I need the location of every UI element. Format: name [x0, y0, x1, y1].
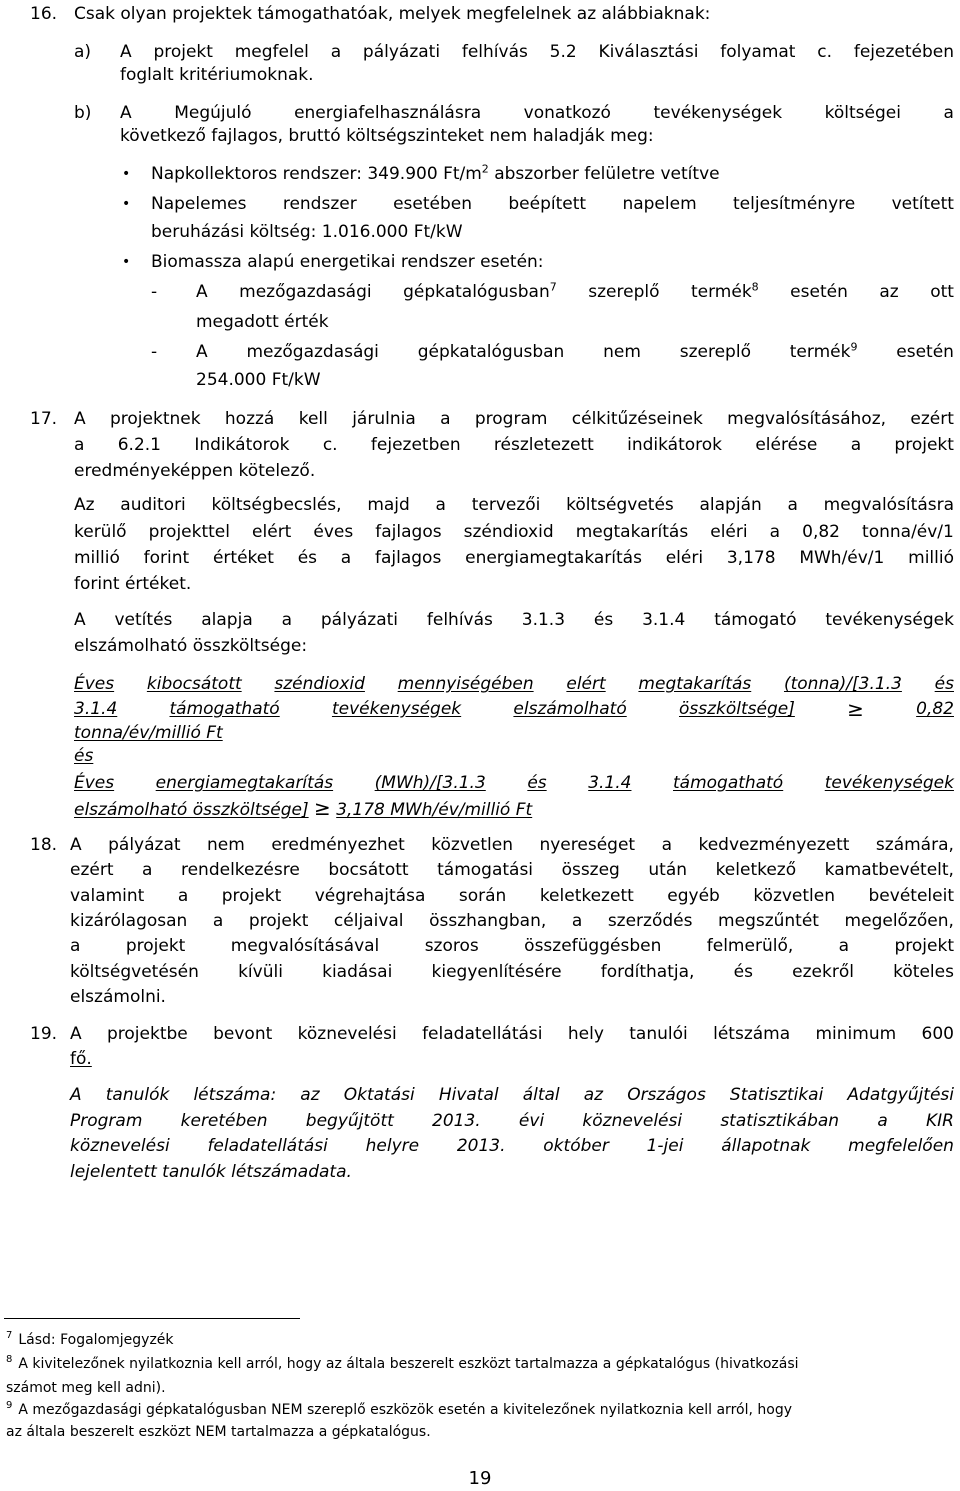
- para-2-line-2: elszámolható összköltsége:: [74, 636, 308, 656]
- item-17-line-1: A projektnek hozzá kell járulnia a program célkitűzéseinek megvalósításához, ezért: [74, 409, 954, 429]
- item-18-line-6: költségvetésén kívüli kiadásai kiegyenlítésére fordíthatja, és ezekről köteles: [70, 962, 954, 982]
- sub-a-line-2: foglalt kritériumoknak.: [120, 65, 314, 85]
- footnote-9-cont: az általa beszerelt eszközt NEM tartalmazza a gépkatalógus.: [6, 1424, 431, 1440]
- bullet-3: Biomassza alapú energetikai rendszer esetén:: [151, 252, 544, 272]
- dash-marker: -: [151, 282, 158, 302]
- sub-label-a: a): [74, 42, 92, 62]
- para-2-line-1: A vetítés alapja a pályázati felhívás 3.1.3 és 3.1.4 támogató tevékenységek: [74, 610, 954, 630]
- item-18-line-1: A pályázat nem eredményezhet közvetlen nyereséget a kedvezményezett számára,: [70, 835, 954, 855]
- dash-1-line-1: A mezőgazdasági gépkatalógusban$^7$ szereplő termék$^8$ esetén az ott: [196, 280, 954, 302]
- note-line-2: Program keretében begyűjtött 2013. évi köznevelési statisztikában a KIR: [70, 1111, 954, 1131]
- item-number: 16.: [30, 4, 58, 24]
- item-18-line-4: kizárólagosan a projekt céljaival összhangban, a szerződés megszűntét megelőzően,: [70, 911, 954, 931]
- bullet-2-line-2: beruházási költség: 1.016.000 Ft/kW: [151, 222, 463, 242]
- dash-1-line-2: megadott érték: [196, 312, 329, 332]
- para-1-line-3: millió forint értéket és a fajlagos energiamegtakarítás eléri 3,178 MWh/év/1 millió: [74, 548, 954, 568]
- greater-equal-icon: ≥: [847, 697, 864, 721]
- note-line-3: köznevelési feladatellátási helyre 2013. október 1-jei állapotnak megfelelően: [70, 1136, 954, 1156]
- footnote-8-cont: számot meg kell adni).: [6, 1380, 166, 1396]
- bullet-icon: •: [122, 166, 131, 182]
- bullet-icon: •: [122, 254, 131, 270]
- bullet-icon: •: [122, 196, 131, 212]
- para-1-line-1: Az auditori költségbecslés, majd a tervezői költségvetés alapján a megvalósításra: [74, 495, 954, 515]
- footnote-8: $^8$ A kivitelezőnek nyilatkoznia kell arról, hogy az általa beszerelt eszközt tartalmazza a gépkatalógus (hivatkozási: [6, 1354, 799, 1372]
- footnote-7: $^7$ Lásd: Fogalomjegyzék: [6, 1330, 174, 1348]
- item-19-line-1: A projektbe bevont köznevelési feladatellátási hely tanulói létszáma minimum 600: [70, 1024, 954, 1044]
- item-18-line-5: a projekt megvalósításával szoros összefüggésben felmerülő, a projekt: [70, 936, 954, 956]
- footnote-divider: [4, 1318, 300, 1319]
- sub-a-line-1: A projekt megfelel a pályázati felhívás 5.2 Kiválasztási folyamat c. fejezetében: [120, 42, 954, 62]
- note-line-4: lejelentett tanulók létszámadata.: [70, 1162, 352, 1182]
- formula-1-line-2: 3.1.4 támogatható tevékenységek elszámolható összköltsége] ≥ 0,82: [74, 697, 954, 721]
- bullet-2-line-1: Napelemes rendszer esetében beépített napelem teljesítményre vetített: [151, 194, 954, 214]
- bullet-1: Napkollektoros rendszer: 349.900 $Ft/m^2$ abszorber felületre vetítve: [151, 162, 720, 184]
- formula-1-line-3: tonna/év/millió Ft: [74, 723, 223, 743]
- item-number: 18.: [30, 835, 58, 855]
- formula-1-line-1: Éves kibocsátott széndioxid mennyiségében elért megtakarítás (tonna)/[3.1.3 és: [74, 674, 954, 694]
- item-number: 19.: [30, 1024, 58, 1044]
- item-text: Csak olyan projektek támogathatóak, melyek megfelelnek az alábbiaknak:: [74, 4, 711, 24]
- footnote-9: $^9$ A mezőgazdasági gépkatalógusban NEM szereplő eszközök esetén a kivitelezőnek nyilatkoznia kell arról, hogy: [6, 1400, 792, 1418]
- page-number: 19: [468, 1468, 492, 1489]
- dash-marker: -: [151, 342, 158, 362]
- sub-b-line-1: A Megújuló energiafelhasználásra vonatkozó tevékenységek költségei a: [120, 103, 954, 123]
- sub-b-line-2: következő fajlagos, bruttó költségszinteket nem haladják meg:: [120, 126, 654, 146]
- item-number: 17.: [30, 409, 58, 429]
- sub-label-b: b): [74, 103, 92, 123]
- item-17-line-3: eredményeképpen kötelező.: [74, 461, 316, 481]
- dash-2-line-2: 254.000 Ft/kW: [196, 370, 321, 390]
- formula-and: és: [74, 746, 94, 766]
- formula-2-line-2: elszámolható összköltsége] ≥ 3,178 MWh/év/millió Ft: [74, 796, 533, 820]
- item-17-line-2: a 6.2.1 Indikátorok c. fejezetben részletezett indikátorok elérése a projekt: [74, 435, 954, 455]
- dash-2-line-1: A mezőgazdasági gépkatalógusban nem szereplő termék$^9$ esetén: [196, 340, 954, 362]
- para-1-line-2: kerülő projekttel elért éves fajlagos széndioxid megtakarítás eléri a 0,82 tonna/év/1: [74, 522, 954, 542]
- item-18-line-3: valamint a projekt végrehajtása során keletkezett egyéb közvetlen bevételeit: [70, 886, 954, 906]
- formula-2-line-1: Éves energiamegtakarítás (MWh)/[3.1.3 és 3.1.4 támogatható tevékenységek: [74, 773, 954, 793]
- item-19-line-2: fő.: [70, 1049, 92, 1069]
- item-18-line-7: elszámolni.: [70, 987, 166, 1007]
- note-line-1: A tanulók létszáma: az Oktatási Hivatal által az Országos Statisztikai Adatgyűjtési: [70, 1085, 954, 1105]
- greater-equal-icon: ≥: [314, 796, 331, 820]
- item-18-line-2: ezért a rendelkezésre bocsátott támogatási összeg után keletkező kamatbevételt,: [70, 860, 954, 880]
- para-1-line-4: forint értéket.: [74, 574, 192, 594]
